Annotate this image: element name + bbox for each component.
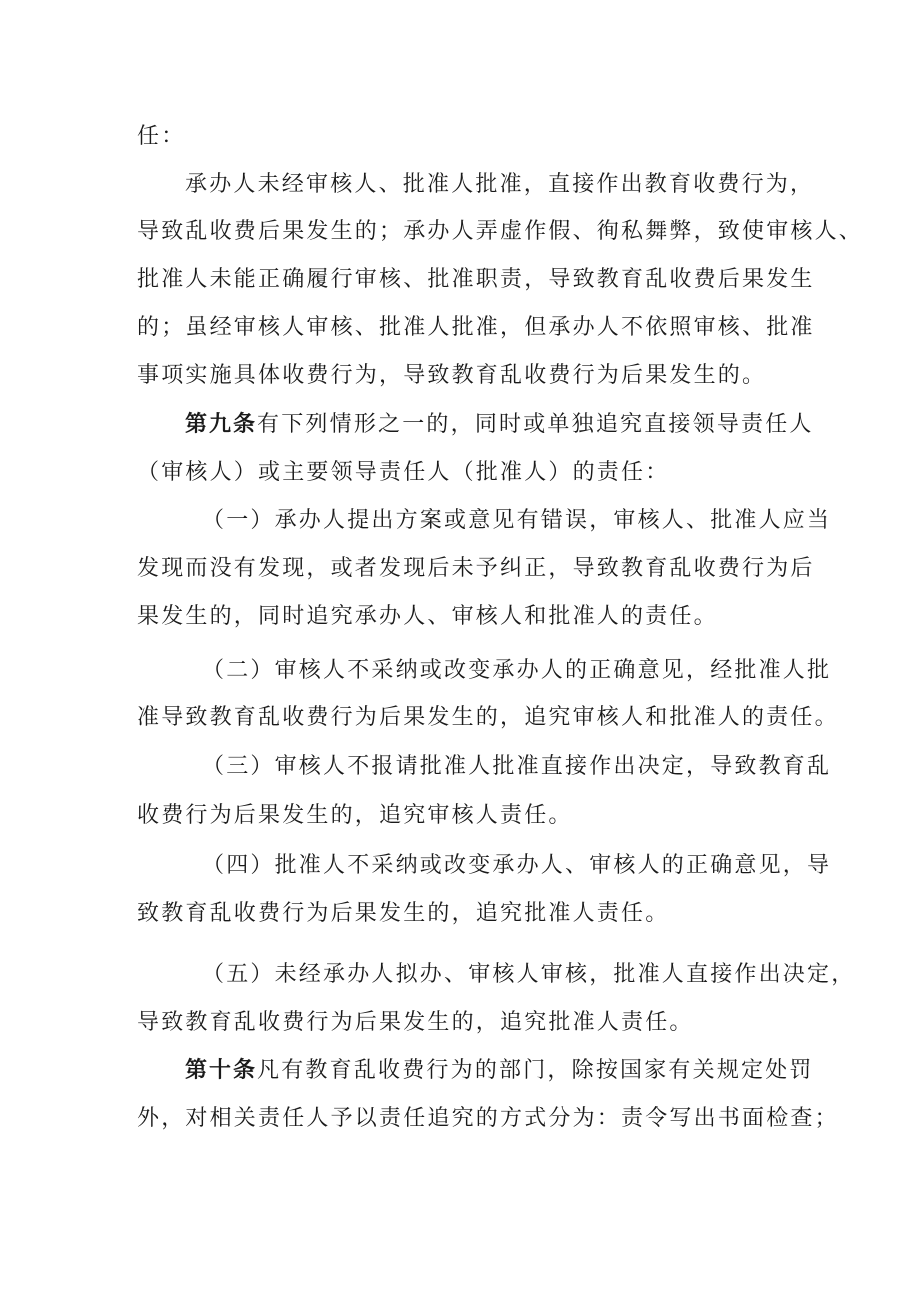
text-line: 任： [137, 124, 186, 149]
text-line: 准导致教育乱收费行为后果发生的，追究审核人和批准人的责任。 [137, 705, 839, 730]
text-line: （二）审核人不采纳或改变承办人的正确意见，经批准人批 [202, 658, 832, 683]
text-line: 事项实施具体收费行为，导致教育乱收费行为后果发生的。 [137, 363, 767, 388]
article-ten-line: 第十条凡有教育乱收费行为的部门，除按国家有关规定处罚 [185, 1058, 814, 1083]
article-nine-line: 第九条有下列情形之一的，同时或单独追究直接领导责任人 [185, 412, 814, 437]
text-line: （五）未经承办人拟办、审核人审核，批准人直接作出决定， [202, 962, 856, 987]
text-line: 外，对相关责任人予以责任追究的方式分为：责令写出书面检查； [137, 1106, 839, 1131]
text-line: （一）承办人提出方案或意见有错误，审核人、批准人应当 [202, 508, 832, 533]
text-line: 导致教育乱收费行为后果发生的，追究批准人责任。 [137, 1010, 694, 1035]
text-line: （四）批准人不采纳或改变承办人、审核人的正确意见，导 [202, 853, 832, 878]
text-line: 的；虽经审核人审核、批准人批准，但承办人不依照审核、批准 [137, 315, 815, 340]
text-line: 承办人未经审核人、批准人批准，直接作出教育收费行为， [185, 172, 815, 197]
text-line: （审核人）或主要领导责任人（批准人）的责任： [137, 460, 670, 485]
article-nine-heading: 第九条 [185, 412, 258, 437]
text-line: 发现而没有发现，或者发现后未予纠正，导致教育乱收费行为后 [137, 556, 815, 581]
text-line: 导致乱收费后果发生的；承办人弄虚作假、徇私舞弊，致使审核人、 [137, 219, 864, 244]
text-line: （三）审核人不报请批准人批准直接作出决定，导致教育乱 [202, 754, 832, 779]
text-line: 致教育乱收费行为后果发生的，追究批准人责任。 [137, 901, 670, 926]
text-line: 收费行为后果发生的，追究审核人责任。 [137, 803, 573, 828]
text-line: 批准人未能正确履行审核、批准职责，导致教育乱收费后果发生 [137, 267, 815, 292]
text-line: 果发生的，同时追究承办人、审核人和批准人的责任。 [137, 604, 718, 629]
article-ten-heading: 第十条 [185, 1058, 258, 1083]
